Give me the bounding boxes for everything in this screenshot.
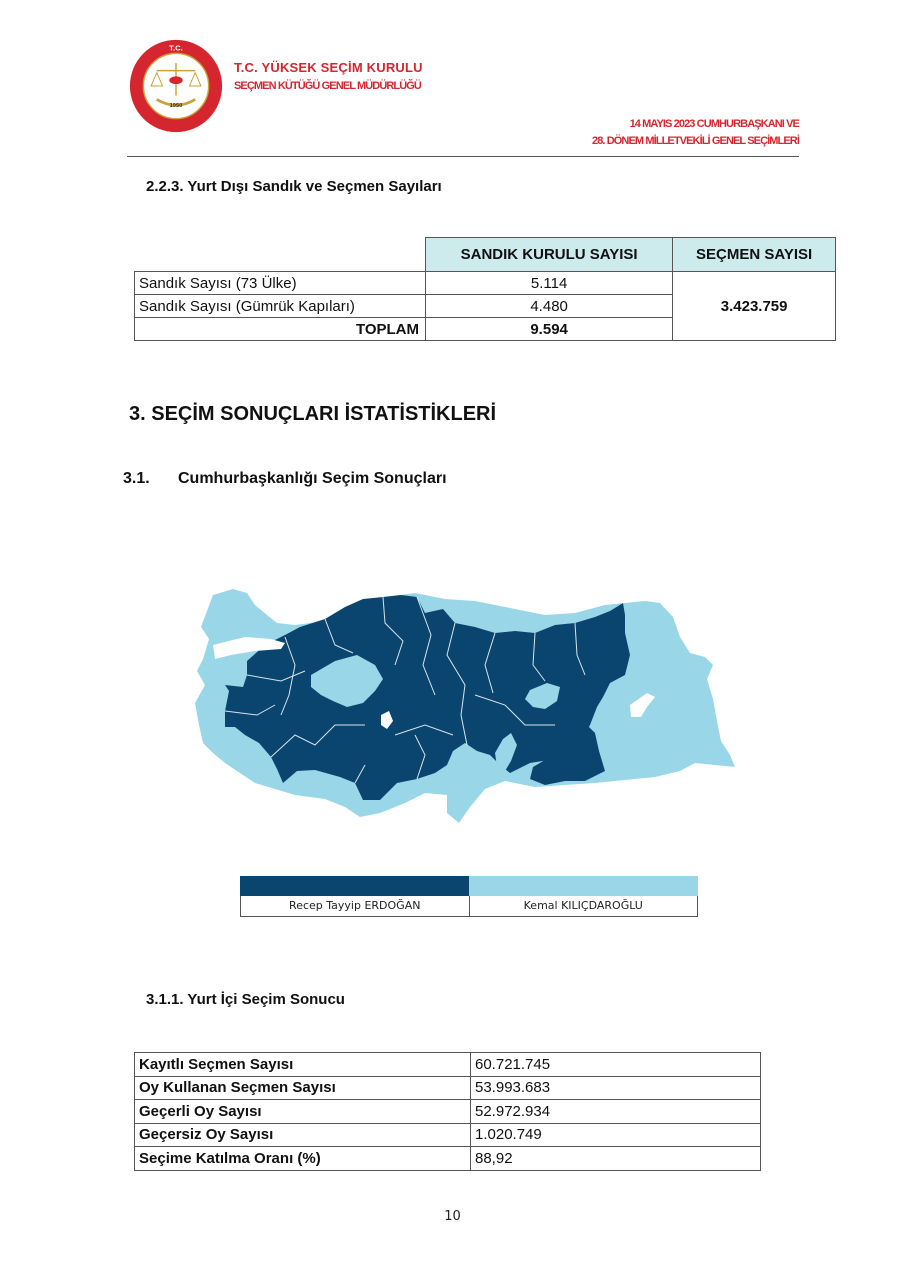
total-label: TOPLAM [135, 318, 426, 341]
row-label: Sandık Sayısı (Gümrük Kapıları) [135, 295, 426, 318]
row-label: Geçerli Oy Sayısı [135, 1100, 471, 1124]
page-number: 10 [444, 1209, 461, 1224]
table-header-row [135, 238, 836, 272]
table-row [135, 1053, 761, 1077]
row-value: 4.480 [426, 295, 673, 318]
domestic-results-table [134, 1052, 761, 1171]
ysk-logo [128, 38, 224, 134]
legend-swatch-kilicdaroglu [469, 876, 698, 896]
logo-year: 1950 [169, 103, 183, 110]
org-subtitle: SEÇMEN KÜTÜĞÜ GENEL MÜDÜRLÜĞÜ [234, 80, 421, 92]
abroad-ballot-table [134, 237, 836, 341]
legend-swatch-erdogan [240, 876, 469, 896]
legend-label-erdogan: Recep Tayyip ERDOĞAN [289, 899, 421, 912]
column-header: SEÇMEN SAYISI [673, 238, 836, 272]
turkey-election-map [185, 575, 745, 830]
header-divider [127, 156, 799, 157]
legend-label-kilicdaroglu: Kemal KILIÇDAROĞLU [469, 896, 698, 916]
table-row [135, 1147, 761, 1171]
section-223-heading: 2.2.3. Yurt Dışı Sandık ve Seçmen Sayıları [146, 178, 442, 195]
row-value: 1.020.749 [471, 1123, 761, 1147]
row-label: Sandık Sayısı (73 Ülke) [135, 272, 426, 295]
column-header: SANDIK KURULU SAYISI [426, 238, 673, 272]
row-value: 53.993.683 [471, 1076, 761, 1100]
section-31-title: Cumhurbaşkanlığı Seçim Sonuçları [178, 470, 447, 487]
org-title: T.C. YÜKSEK SEÇİM KURULU [234, 60, 423, 75]
map-legend [240, 876, 698, 917]
section-311-heading: 3.1.1. Yurt İçi Seçim Sonucu [146, 991, 345, 1008]
table-row [135, 1076, 761, 1100]
voter-count: 3.423.759 [673, 272, 836, 341]
election-title-line2: 28. DÖNEM MİLLETVEKİLİ GENEL SEÇİMLERİ [591, 135, 799, 147]
election-title-line1: 14 MAYIS 2023 CUMHURBAŞKANI VE [629, 118, 799, 130]
row-value: 52.972.934 [471, 1100, 761, 1124]
total-value: 9.594 [426, 318, 673, 341]
table-blank-cell [135, 238, 426, 272]
table-row [135, 1100, 761, 1124]
row-label: Seçime Katılma Oranı (%) [135, 1147, 471, 1171]
row-value: 60.721.745 [471, 1053, 761, 1077]
logo-tc-text: T.C. [169, 43, 183, 53]
section-31-number: 3.1. [123, 470, 150, 487]
row-value: 88,92 [471, 1147, 761, 1171]
table-row [135, 1123, 761, 1147]
row-label: Geçersiz Oy Sayısı [135, 1123, 471, 1147]
row-label: Oy Kullanan Seçmen Sayısı [135, 1076, 471, 1100]
election-title [592, 116, 799, 150]
table-row [135, 272, 836, 295]
row-label: Kayıtlı Seçmen Sayısı [135, 1053, 471, 1077]
section-3-heading: 3. SEÇİM SONUÇLARI İSTATİSTİKLERİ [129, 403, 497, 425]
row-value: 5.114 [426, 272, 673, 295]
